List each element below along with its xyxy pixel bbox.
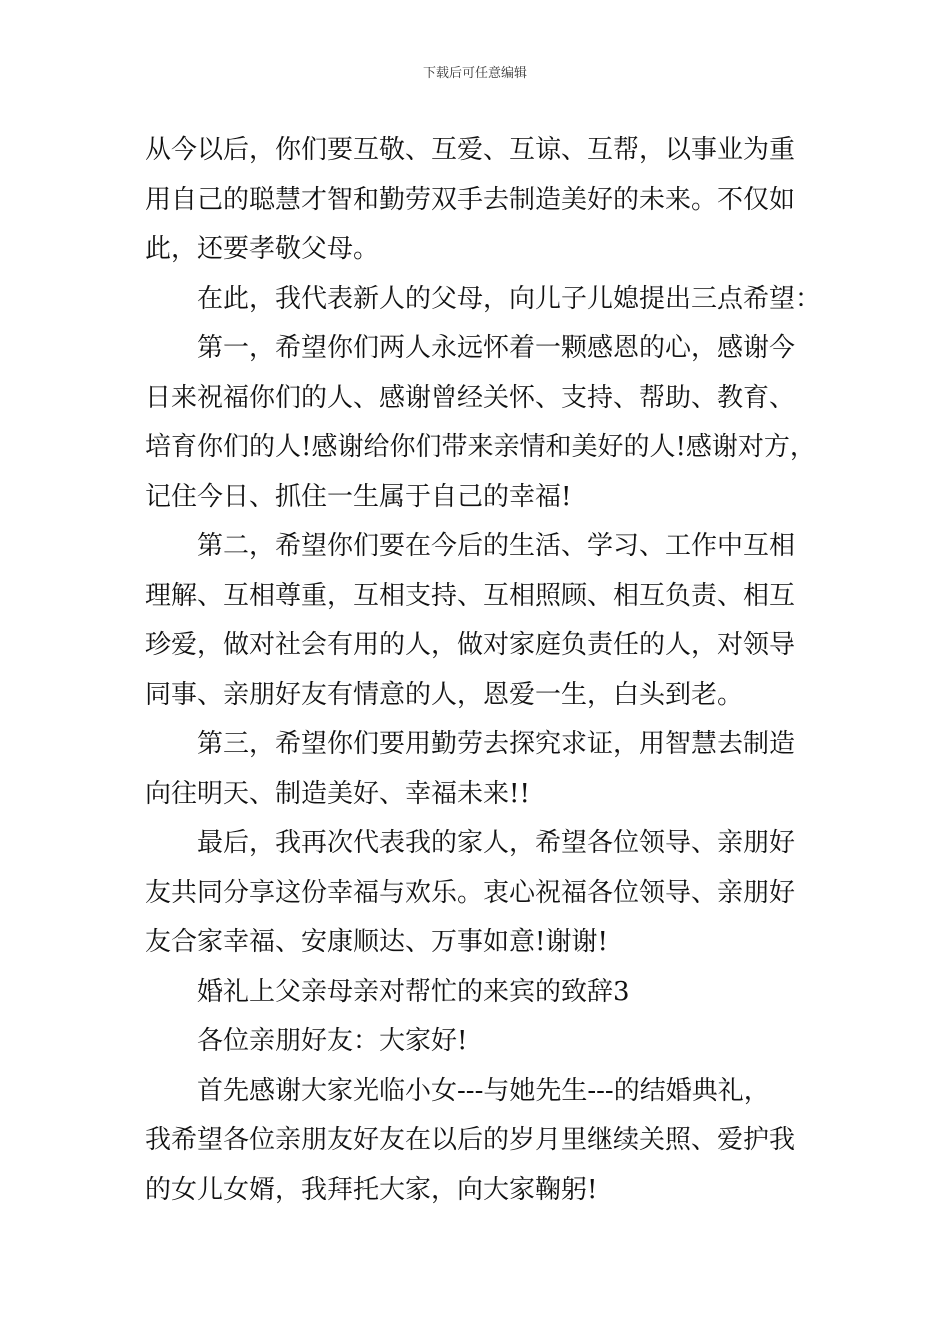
page-header: 下载后可任意编辑 xyxy=(422,66,527,81)
text-line: 在此，我代表新人的父母，向儿子儿媳提出三点希望： xyxy=(197,283,822,314)
text-line: 从今以后，你们要互敬、互爱、互谅、互帮，以事业为重 xyxy=(145,135,796,165)
text-line: 向往明天、制造美好、幸福未来!! xyxy=(145,778,530,809)
text-line: 的女儿女婿，我拜托大家，向大家鞠躬! xyxy=(145,1174,598,1205)
document-body xyxy=(145,126,822,1215)
text-line: 培育你们的人!感谢给你们带来亲情和美好的人!感谢对方， xyxy=(145,432,816,462)
text-line: 同事、亲朋好友有情意的人，恩爱一生，白头到老。 xyxy=(145,679,744,710)
text-line: 第二，希望你们要在今后的生活、学习、工作中互相 xyxy=(197,531,796,561)
text-line: 记住今日、抓住一生属于自己的幸福! xyxy=(145,481,572,512)
text-line: 友合家幸福、安康顺达、万事如意!谢谢! xyxy=(145,927,608,957)
text-line: 最后，我再次代表我的家人，希望各位领导、亲朋好 xyxy=(197,828,796,858)
text-line: 我希望各位亲朋友好友在以后的岁月里继续关照、爱护我 xyxy=(145,1125,796,1155)
text-line: 首先感谢大家光临小女---与她先生---的结婚典礼， xyxy=(197,1075,770,1106)
text-line: 理解、互相尊重，互相支持、互相照顾、相互负责、相互 xyxy=(145,580,796,611)
text-line: 第三，希望你们要用勤劳去探究求证，用智慧去制造 xyxy=(197,729,796,759)
text-line: 珍爱，做对社会有用的人，做对家庭负责任的人，对领导 xyxy=(145,630,796,660)
greeting-line: 各位亲朋好友：大家好! xyxy=(197,1026,468,1056)
text-line: 友共同分享这份幸福与欢乐。衷心祝福各位领导、亲朋好 xyxy=(145,877,796,908)
section-heading: 婚礼上父亲母亲对帮忙的来宾的致辞3 xyxy=(197,976,630,1007)
text-line: 第一，希望你们两人永远怀着一颗感恩的心，感谢今 xyxy=(197,333,796,363)
text-line: 此，还要孝敬父母。 xyxy=(145,234,380,264)
text-line: 日来祝福你们的人、感谢曾经关怀、支持、帮助、教育、 xyxy=(145,382,796,413)
text-line: 用自己的聪慧才智和勤劳双手去制造美好的未来。不仅如 xyxy=(145,184,796,215)
